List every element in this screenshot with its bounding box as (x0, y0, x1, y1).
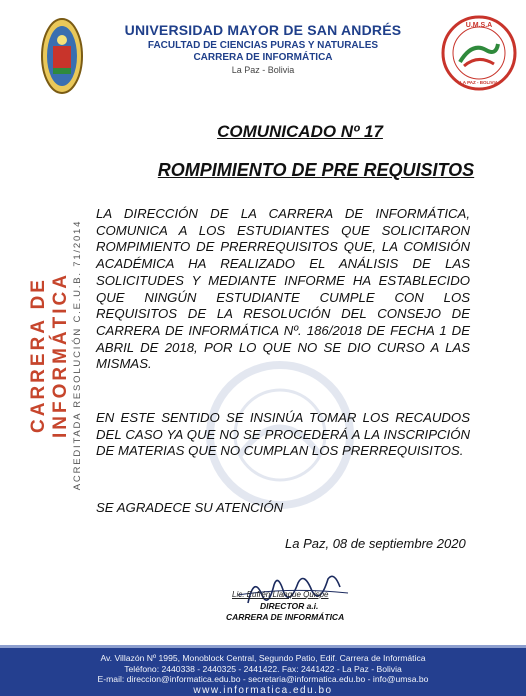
umsa-seal-right (440, 14, 518, 92)
university-seal-left (40, 16, 84, 96)
seal-city: LA PAZ - BOLIVIA (460, 80, 498, 85)
footer (0, 648, 526, 696)
footer-phone: Teléfono: 2440338 - 2440325 - 2441422. Fax: 2441422 - La Paz - Bolivia (124, 663, 402, 674)
letterhead-text (110, 22, 416, 75)
signatory-department: CARRERA DE INFORMÁTICA (226, 612, 345, 622)
document-title: COMUNICADO Nº 17 (217, 122, 383, 141)
footer-email: E-mail: direccion@informatica.edu.bo - secretaria@informatica.edu.bo - info@umsa.bo (97, 674, 429, 684)
footer-website: www.informatica.edu.bo (193, 684, 333, 696)
side-text (28, 195, 83, 515)
document-date: La Paz, 08 de septiembre 2020 (285, 536, 466, 551)
university-name: UNIVERSIDAD MAYOR DE SAN ANDRÉS (124, 22, 402, 38)
faculty-name: FACULTAD DE CIENCIAS PURAS Y NATURALES (147, 40, 379, 51)
side-career-text: CARRERA DE INFORMÁTICA (28, 272, 71, 438)
footer-address: Av. Villazón Nº 1995, Monoblock Central, Segundo Patio, Edif. Carrera de Informática (100, 653, 426, 663)
signatory-name: Lic. Eufrén Llanque Quispe (232, 590, 329, 599)
paragraph-main: LA DIRECCIÓN DE LA CARRERA DE INFORMÁTICA, COMUNICA A LOS ESTUDIANTES QUE SOLICITARON ROMPIMIENTO DE PRERREQUISITOS QUE, LA COMISIÓN ACADÉMICA HA REALIZADO EL ANÁLISIS DE LAS SOLICITUDES Y MEDIANTE INFORME HA ESTABLECIDO QUE NINGÚN ESTUDIANTE CUMPLE CON LOS REQUISITOS DE LA RESOLUCIÓN DEL CONSEJO DE CARRERA DE INFORMÁTICA Nº. 186/2018 DE FECHA 1 DE ABRIL DE 2018, POR LO QUE NO SE DIO CURSO A LAS MISMAS. (96, 206, 470, 372)
career-name: CARRERA DE INFORMÁTICA (193, 52, 333, 63)
city-name: La Paz - Bolivia (231, 65, 295, 75)
letterhead (0, 0, 526, 100)
side-accreditation-text: ACREDITADA RESOLUCIÓN C.E.U.B. 71/2014 (72, 219, 83, 491)
side-band (28, 195, 83, 515)
closing-text: SE AGRADECE SU ATENCIÓN (96, 500, 284, 515)
seal-acronym: U.M.S.A (465, 22, 493, 29)
signatory-role: DIRECTOR a.i. (260, 601, 319, 611)
document-subtitle: ROMPIMIENTO DE PRE REQUISITOS (157, 160, 475, 180)
paragraph-notice: EN ESTE SENTIDO SE INSINÚA TOMAR LOS RECAUDOS DEL CASO YA QUE NO SE PROCEDERÁ A LA INSCRIPCIÓN DE MATERIAS QUE NO CUMPLAN LOS PRERREQUISITOS. (96, 410, 470, 459)
